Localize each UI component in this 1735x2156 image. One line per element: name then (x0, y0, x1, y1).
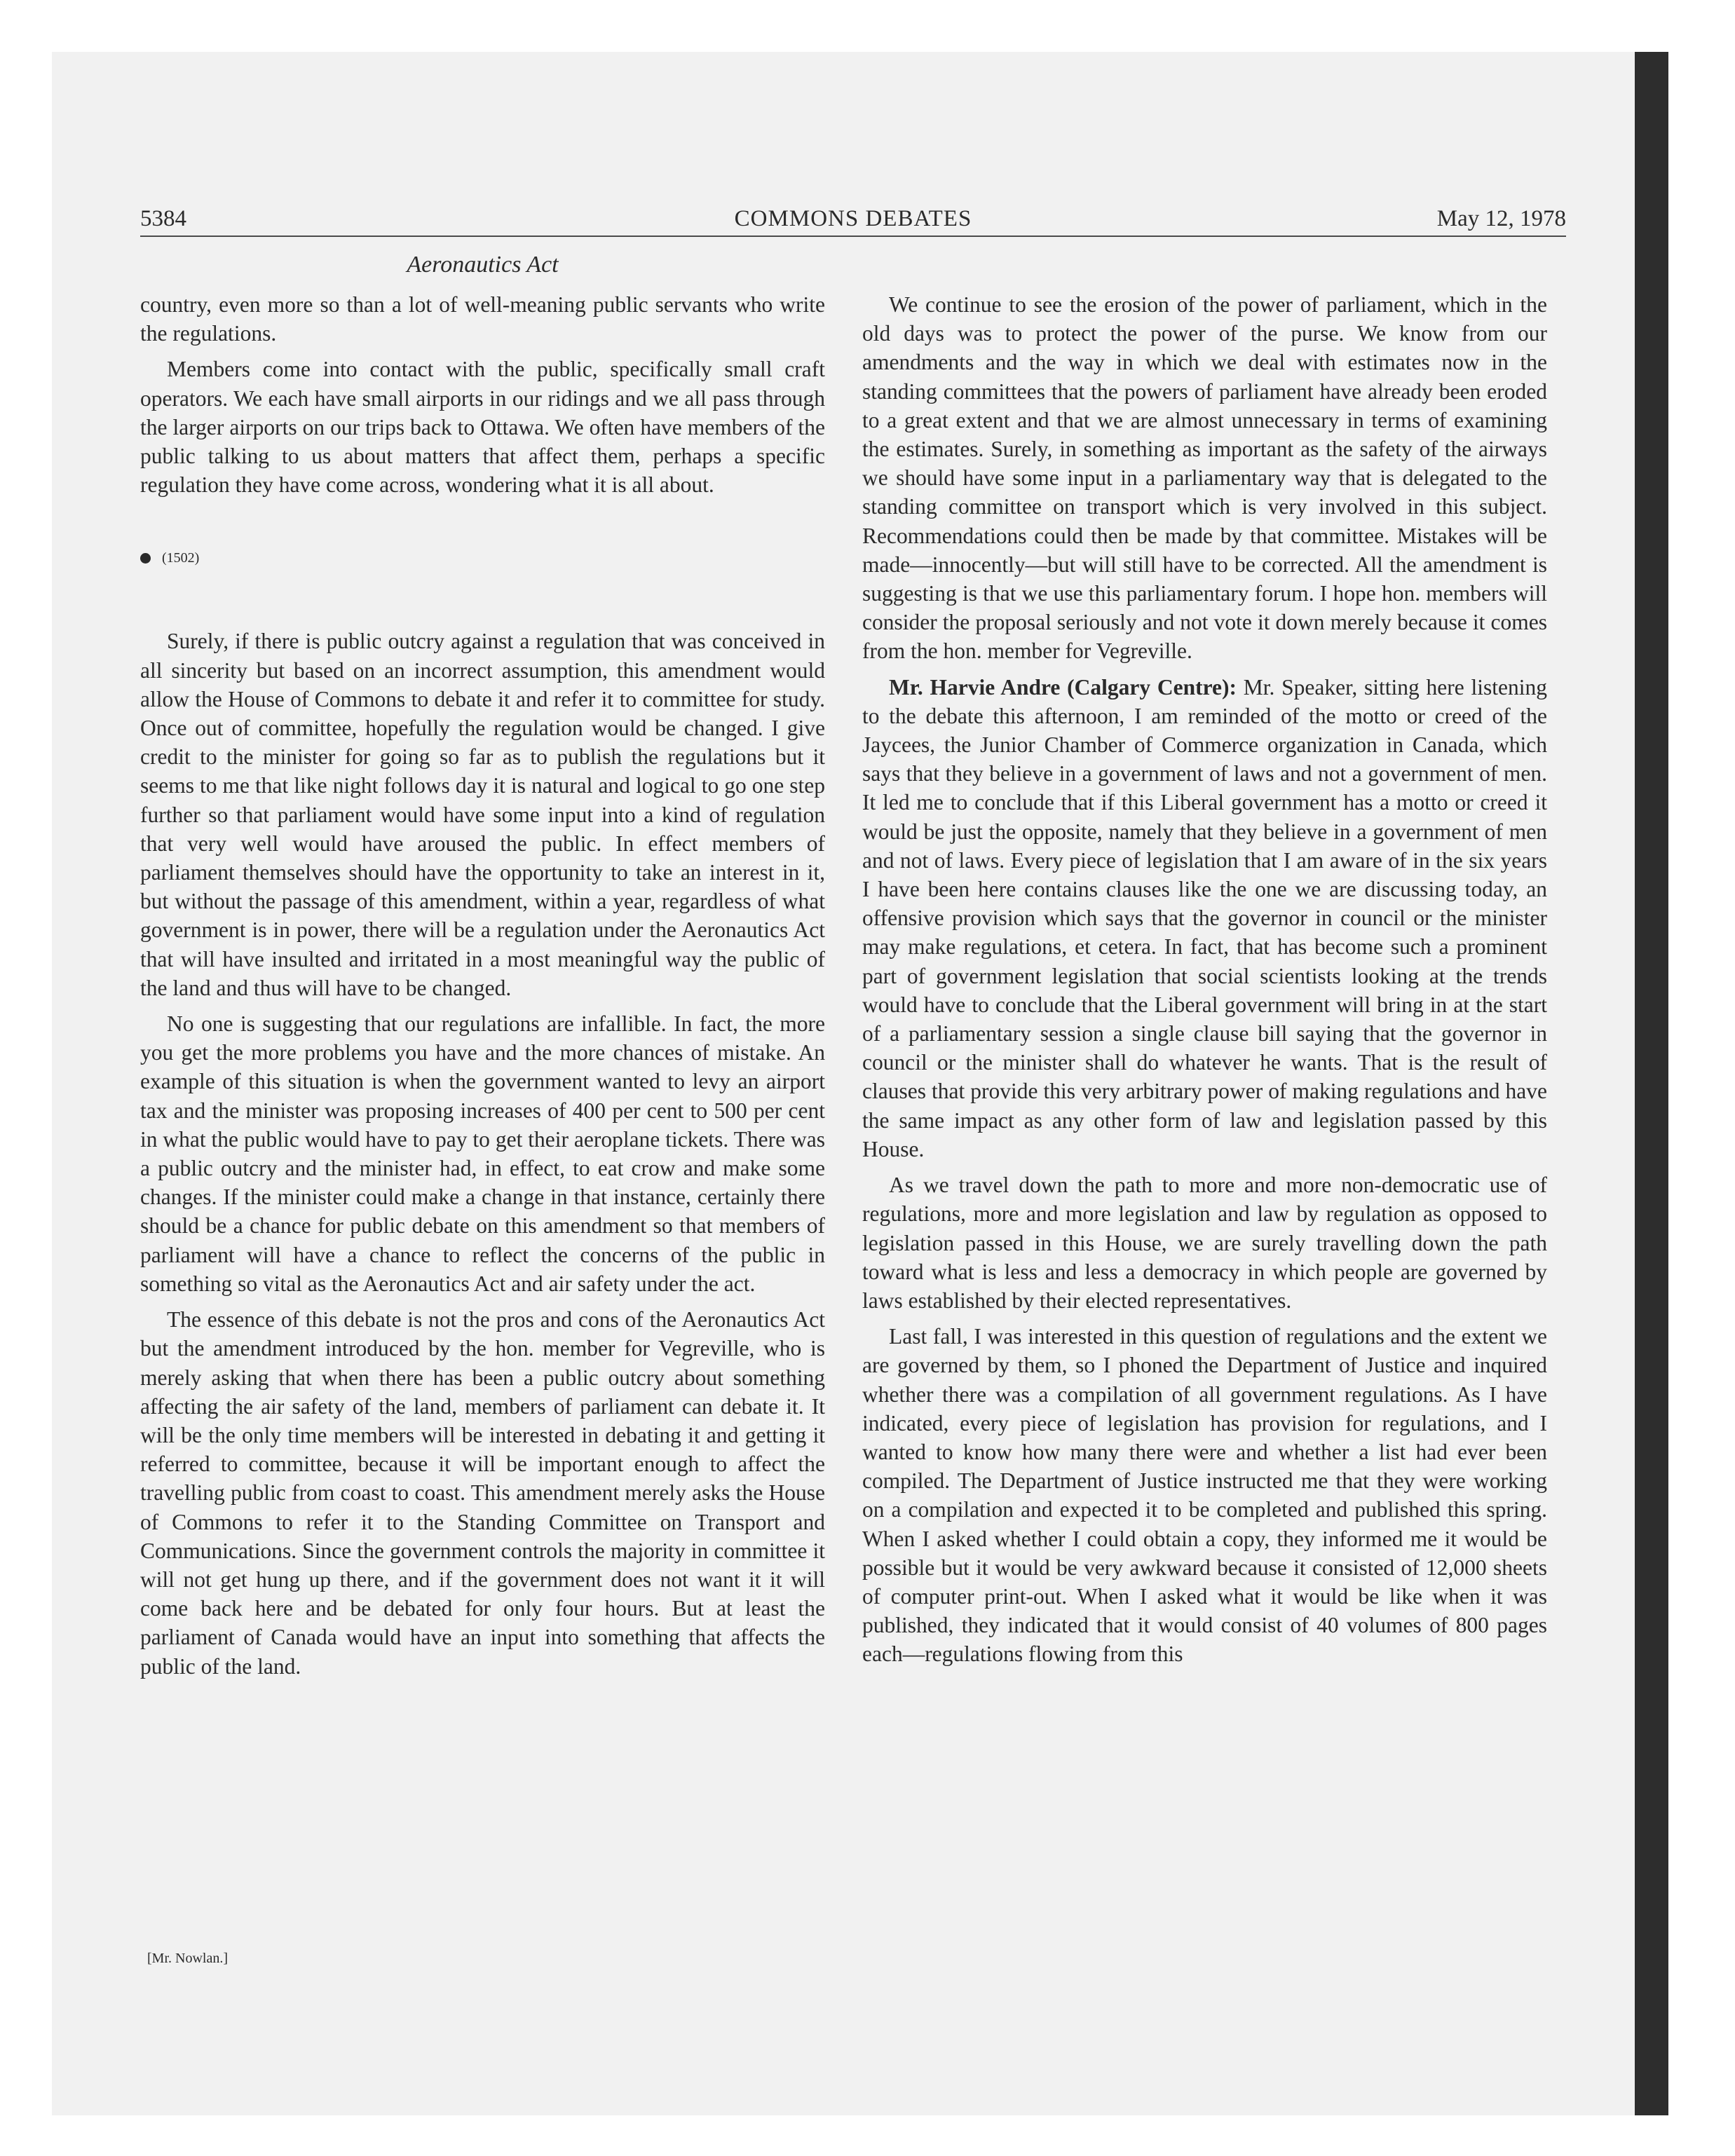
scan-edge-shadow (1635, 52, 1668, 2115)
speaker-name: Mr. Harvie Andre (Calgary Centre): (889, 674, 1237, 700)
left-column (140, 290, 825, 1688)
timestamp: (1502) (162, 550, 200, 566)
speaker-attribution: [Mr. Nowlan.] (147, 1951, 228, 1966)
running-head: Aeronautics Act (407, 252, 559, 278)
paragraph (862, 673, 1547, 1164)
page-number: 5384 (140, 206, 186, 231)
timestamp-marker (140, 548, 825, 568)
paragraph: country, even more so than a lot of well-meaning public servants who write the regulations. (140, 292, 825, 346)
paragraph: Surely, if there is public outcry against a regulation that was conceived in all sincerity but based on an incorrect assumption, this amendment would allow the House of Commons to debate it and refer it to committee for study. Once out of committee, hopefully the regulation would be changed. I give credit to the minister for going so far as to publish the regulations but it seems to me that like night follows day it is natural and logical to go one step further so that parliament would have some input into a kind of regulation that very well would have aroused the public. In effect members of parliament themselves should have the opportunity to take an interest in it, but without the passage of this amendment, within a year, regardless of what government is in power, there will be a regulation under the Aeronautics Act that will have insulted and irritated in a most meaningful way the public of the land and thus will have to be changed. (140, 629, 825, 1000)
journal-title: COMMONS DEBATES (734, 206, 972, 231)
header-rule (140, 236, 1566, 237)
bullet-icon (140, 553, 151, 564)
page-header (140, 203, 1566, 234)
right-column (862, 290, 1547, 1676)
paragraph: Last fall, I was interested in this question of regulations and the extent we are governed by them, so I phoned the Department of Justice and inquired whether there was a compilation of all government regulations. As I have indicated, every piece of legislation has provision for regulations, and I wanted to know how many there were and whether a list had ever been compiled. The Department of Justice instructed me that they were working on a compilation and expected it to be completed and published this spring. When I asked whether I could obtain a copy, they informed me it would be possible but it would be very awkward because it consisted of 12,000 sheets of computer print-out. When I asked what it would be like when it was published, they indicated that it would consist of 40 volumes of 800 pages each—regulations flowing from this (862, 1324, 1547, 1667)
paragraph: Members come into contact with the public, specifically small craft operators. We each have small airports in our ridings and we all pass through the larger airports on our trips back to Ottawa. We often have members of the public talking to us about matters that affect them, perhaps a specific regulation they have come across, wondering what it is all about. (140, 357, 825, 498)
publication-date: May 12, 1978 (1436, 206, 1566, 231)
paragraph-text: Mr. Speaker, sitting here listening to the debate this afternoon, I am reminded of the motto or creed of the Jaycees, the Junior Chamber of Commerce organization in Canada, which says that they believe in a government of laws and not a government of men. It led me to conclude that if this Liberal government has a motto or creed it would be just the opposite, namely that they believe in a government of men and not of laws. Every piece of legislation that I am aware of in the six years I have been here contains clauses like the one we are discussing today, an offensive provision which says that the governor in council or the minister may make regulations, et cetera. In fact, that has become such a prominent part of government legislation that social scientists looking at the trends would have to conclude that the Liberal government will bring in at the start of a parliamentary session a single clause bill saying that the governor in council or the minister shall do whatever he wants. That is the result of clauses that provide this very arbitrary power of making regulations and have the same impact as any other form of law and legislation passed by this House. (862, 674, 1547, 1161)
paragraph: As we travel down the path to more and more non-democratic use of regulations, more and more legislation and law by regulation as opposed to legislation passed in this House, we are surely travelling down the path toward what is less and less a democracy in which people are governed by laws established by their elected representatives. (862, 1173, 1547, 1313)
paragraph: We continue to see the erosion of the power of parliament, which in the old days was to protect the power of the purse. We know from our amendments and the way in which we deal with estimates now in the standing committees that the powers of parliament have already been eroded to a great extent and that we are almost unnecessary in terms of examining the estimates. Surely, in something as important as the safety of the airways we should have some input in a parliamentary way that is delegated to the standing committee on transport which is very involved in this subject. Recommendations could then be made by that committee. Mistakes will be made—innocently—but will still have to be corrected. All the amendment is suggesting is that we use this parliamentary forum. I hope hon. members will consider the proposal seriously and not vote it down merely because it comes from the hon. member for Vegreville. (862, 292, 1547, 664)
paragraph: No one is suggesting that our regulations are infallible. In fact, the more you get the more problems you have and the more chances of mistake. An example of this situation is when the government wanted to levy an airport tax and the minister was proposing increases of 400 per cent to 500 per cent in what the public would have to pay to get their aeroplane tickets. There was a public outcry and the minister had, in effect, to eat crow and make some changes. If the minister could make a change in that instance, certainly there should be a chance for public debate on this amendment so that members of parliament will have a chance to reflect the concerns of the public in something so vital as the Aeronautics Act and air safety under the act. (140, 1011, 825, 1296)
paragraph: The essence of this debate is not the pros and cons of the Aeronautics Act but the amendment introduced by the hon. member for Vegreville, who is merely asking that when there has been a public outcry about something affecting the air safety of the land, members of parliament can debate it. It will be the only time members will be interested in debating it and getting it referred to committee, because it will be important enough to affect the travelling public from coast to coast. This amendment merely asks the House of Commons to refer it to the Standing Committee on Transport and Communications. Since the government controls the majority in committee it will not get hung up there, and if the government does not want it it will come back here and be debated for only four hours. But at least the parliament of Canada would have an input into something that affects the public of the land. (140, 1307, 825, 1679)
